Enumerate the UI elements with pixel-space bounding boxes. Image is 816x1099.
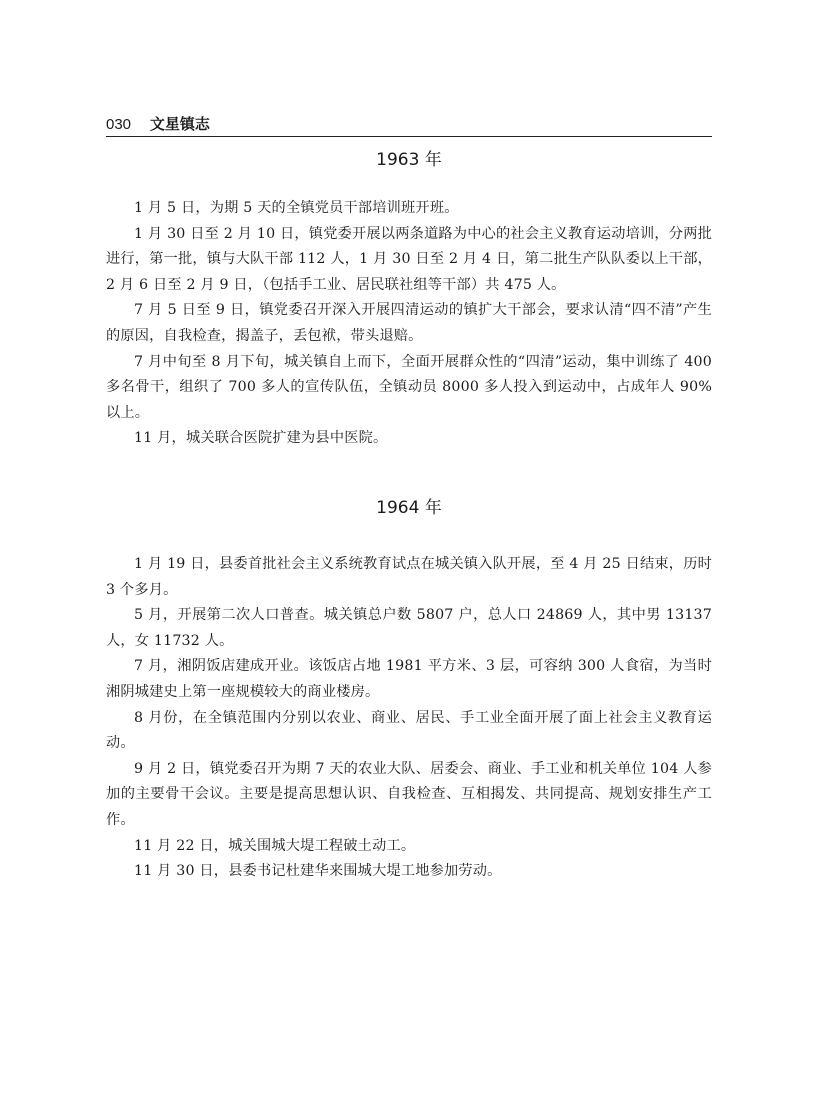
entry-list-1964	[106, 552, 712, 885]
book-title: 文星镇志	[149, 115, 210, 133]
section-title-1964: 1964 年	[376, 498, 442, 518]
entry-1963-5: 11 月，城关联合医院扩建为县中医院。	[134, 430, 388, 447]
entry-1963-3: 7 月 5 日至 9 日，镇党委召开深入开展四清运动的镇扩大干部会，要求认清“四不清”产生的原因，自我检查，揭盖子，丢包袱，带头退赔。	[106, 302, 712, 344]
entry-list-1963	[106, 196, 712, 452]
page-header	[106, 114, 712, 137]
section-title-1963: 1963 年	[376, 150, 442, 170]
entry-1964-6: 11 月 22 日，城关围城大堤工程破土动工。	[134, 837, 416, 854]
entry-1963-1: 1 月 5 日，为期 5 天的全镇党员干部培训班开班。	[134, 200, 459, 216]
entry-1964-7: 11 月 30 日，县委书记杜建华来围城大堤工地参加劳动。	[134, 863, 502, 880]
entry-1963-2: 1 月 30 日至 2 月 10 日，镇党委开展以两条道路为中心的社会主义教育运动培训，分两批进行，第一批，镇与大队干部 112 人，1 月 30 日至 2 月 4 日，第二批生产队队委以上干部，2 月 6 日至 2 月 9 日，（包括手工业、居民联社组等干部）共 475 人。	[106, 225, 712, 293]
entry-1963-4: 7 月中旬至 8 月下旬，城关镇自上而下，全面开展群众性的“四清”运动，集中训练了 400 多名骨干，组织了 700 多人的宣传队伍，全镇动员 8000 多人投入到运动中，占成年人 90% 以上。	[106, 353, 712, 421]
section-1964	[106, 496, 712, 885]
entry-1964-1: 1 月 19 日，县委首批社会主义系统教育试点在城关镇入队开展，至 4 月 25 日结束，历时 3 个多月。	[106, 556, 712, 598]
entry-1964-5: 9 月 2 日，镇党委召开为期 7 天的农业大队、居委会、商业、手工业和机关单位 104 人参加的主要骨干会议。主要是提高思想认识、自我检查、互相揭发、共同提高、规划安排生产工作。	[106, 760, 712, 828]
page-number: 030	[106, 116, 132, 133]
section-1963	[106, 148, 712, 452]
entry-1964-2: 5 月，开展第二次人口普查。城关镇总户数 5807 户，总人口 24869 人，其中男 13137 人，女 11732 人。	[106, 607, 712, 649]
entry-1964-4: 8 月份，在全镇范围内分别以农业、商业、居民、手工业全面开展了面上社会主义教育运动。	[106, 709, 712, 752]
entry-1964-3: 7 月，湘阴饭店建成开业。该饭店占地 1981 平方米、3 层，可容纳 300 人食宿，为当时湘阴城建史上第一座规模较大的商业楼房。	[106, 658, 712, 700]
